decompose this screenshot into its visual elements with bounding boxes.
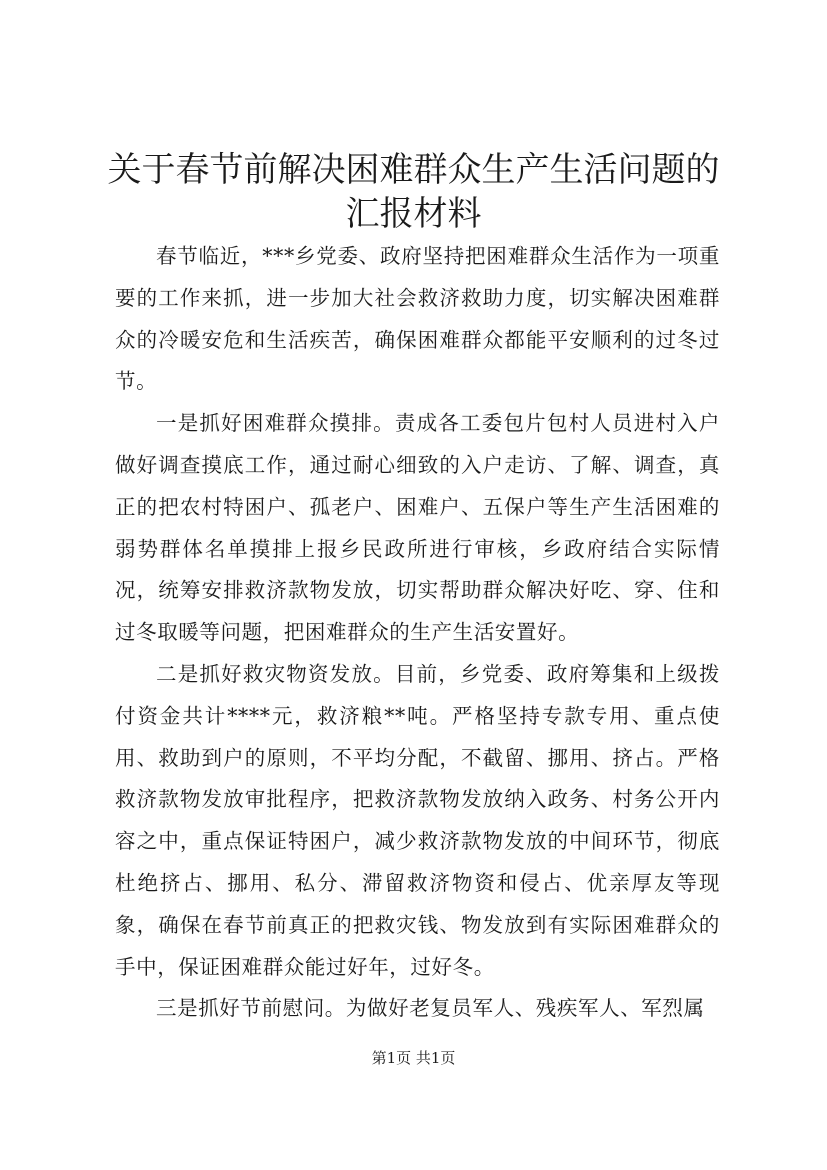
paragraph-section-2: 二是抓好救灾物资发放。目前，乡党委、政府筹集和上级拨付资金共计****元，救济粮**吨。严格坚持专款专用、重点使用、救助到户的原则，不平均分配，不截留、挪用、挤占。严格救济款物发放审批程序，把救济款物发放纳入政务、村务公开内容之中，重点保证特困户，减少救济款物发放的中间环节，彻底杜绝挤占、挪用、私分、滞留救济物资和侵占、优亲厚友等现象，确保在春节前真正的把救灾钱、物发放到有实际困难群众的手中，保证困难群众能过好年，过好冬。 bbox=[115, 661, 720, 979]
paragraph-section-1: 一是抓好困难群众摸排。责成各工委包片包村人员进村入户做好调查摸底工作，通过耐心细致的入户走访、了解、调查，真正的把农村特困户、孤老户、困难户、五保户等生产生活困难的弱势群体名单摸排上报乡民政所进行审核，乡政府结合实际情况，统筹安排救济款物发放，切实帮助群众解决好吃、穿、住和过冬取暖等问题，把困难群众的生产生活安置好。 bbox=[115, 411, 720, 645]
document-title: 关于春节前解决困难群众生产生活问题的汇报材料 bbox=[107, 150, 720, 234]
page-footer: 第1页 共1页 bbox=[371, 1049, 456, 1067]
document-body bbox=[115, 236, 720, 1030]
paragraph-section-3: 三是抓好节前慰问。为做好老复员军人、残疾军人、军烈属 bbox=[156, 996, 705, 1021]
paragraph-intro: 春节临近，***乡党委、政府坚持把困难群众生活作为一项重要的工作来抓，进一步加大社会救济救助力度，切实解决困难群众的冷暖安危和生活疾苦，确保困难群众都能平安顺利的过冬过节。 bbox=[115, 244, 720, 394]
